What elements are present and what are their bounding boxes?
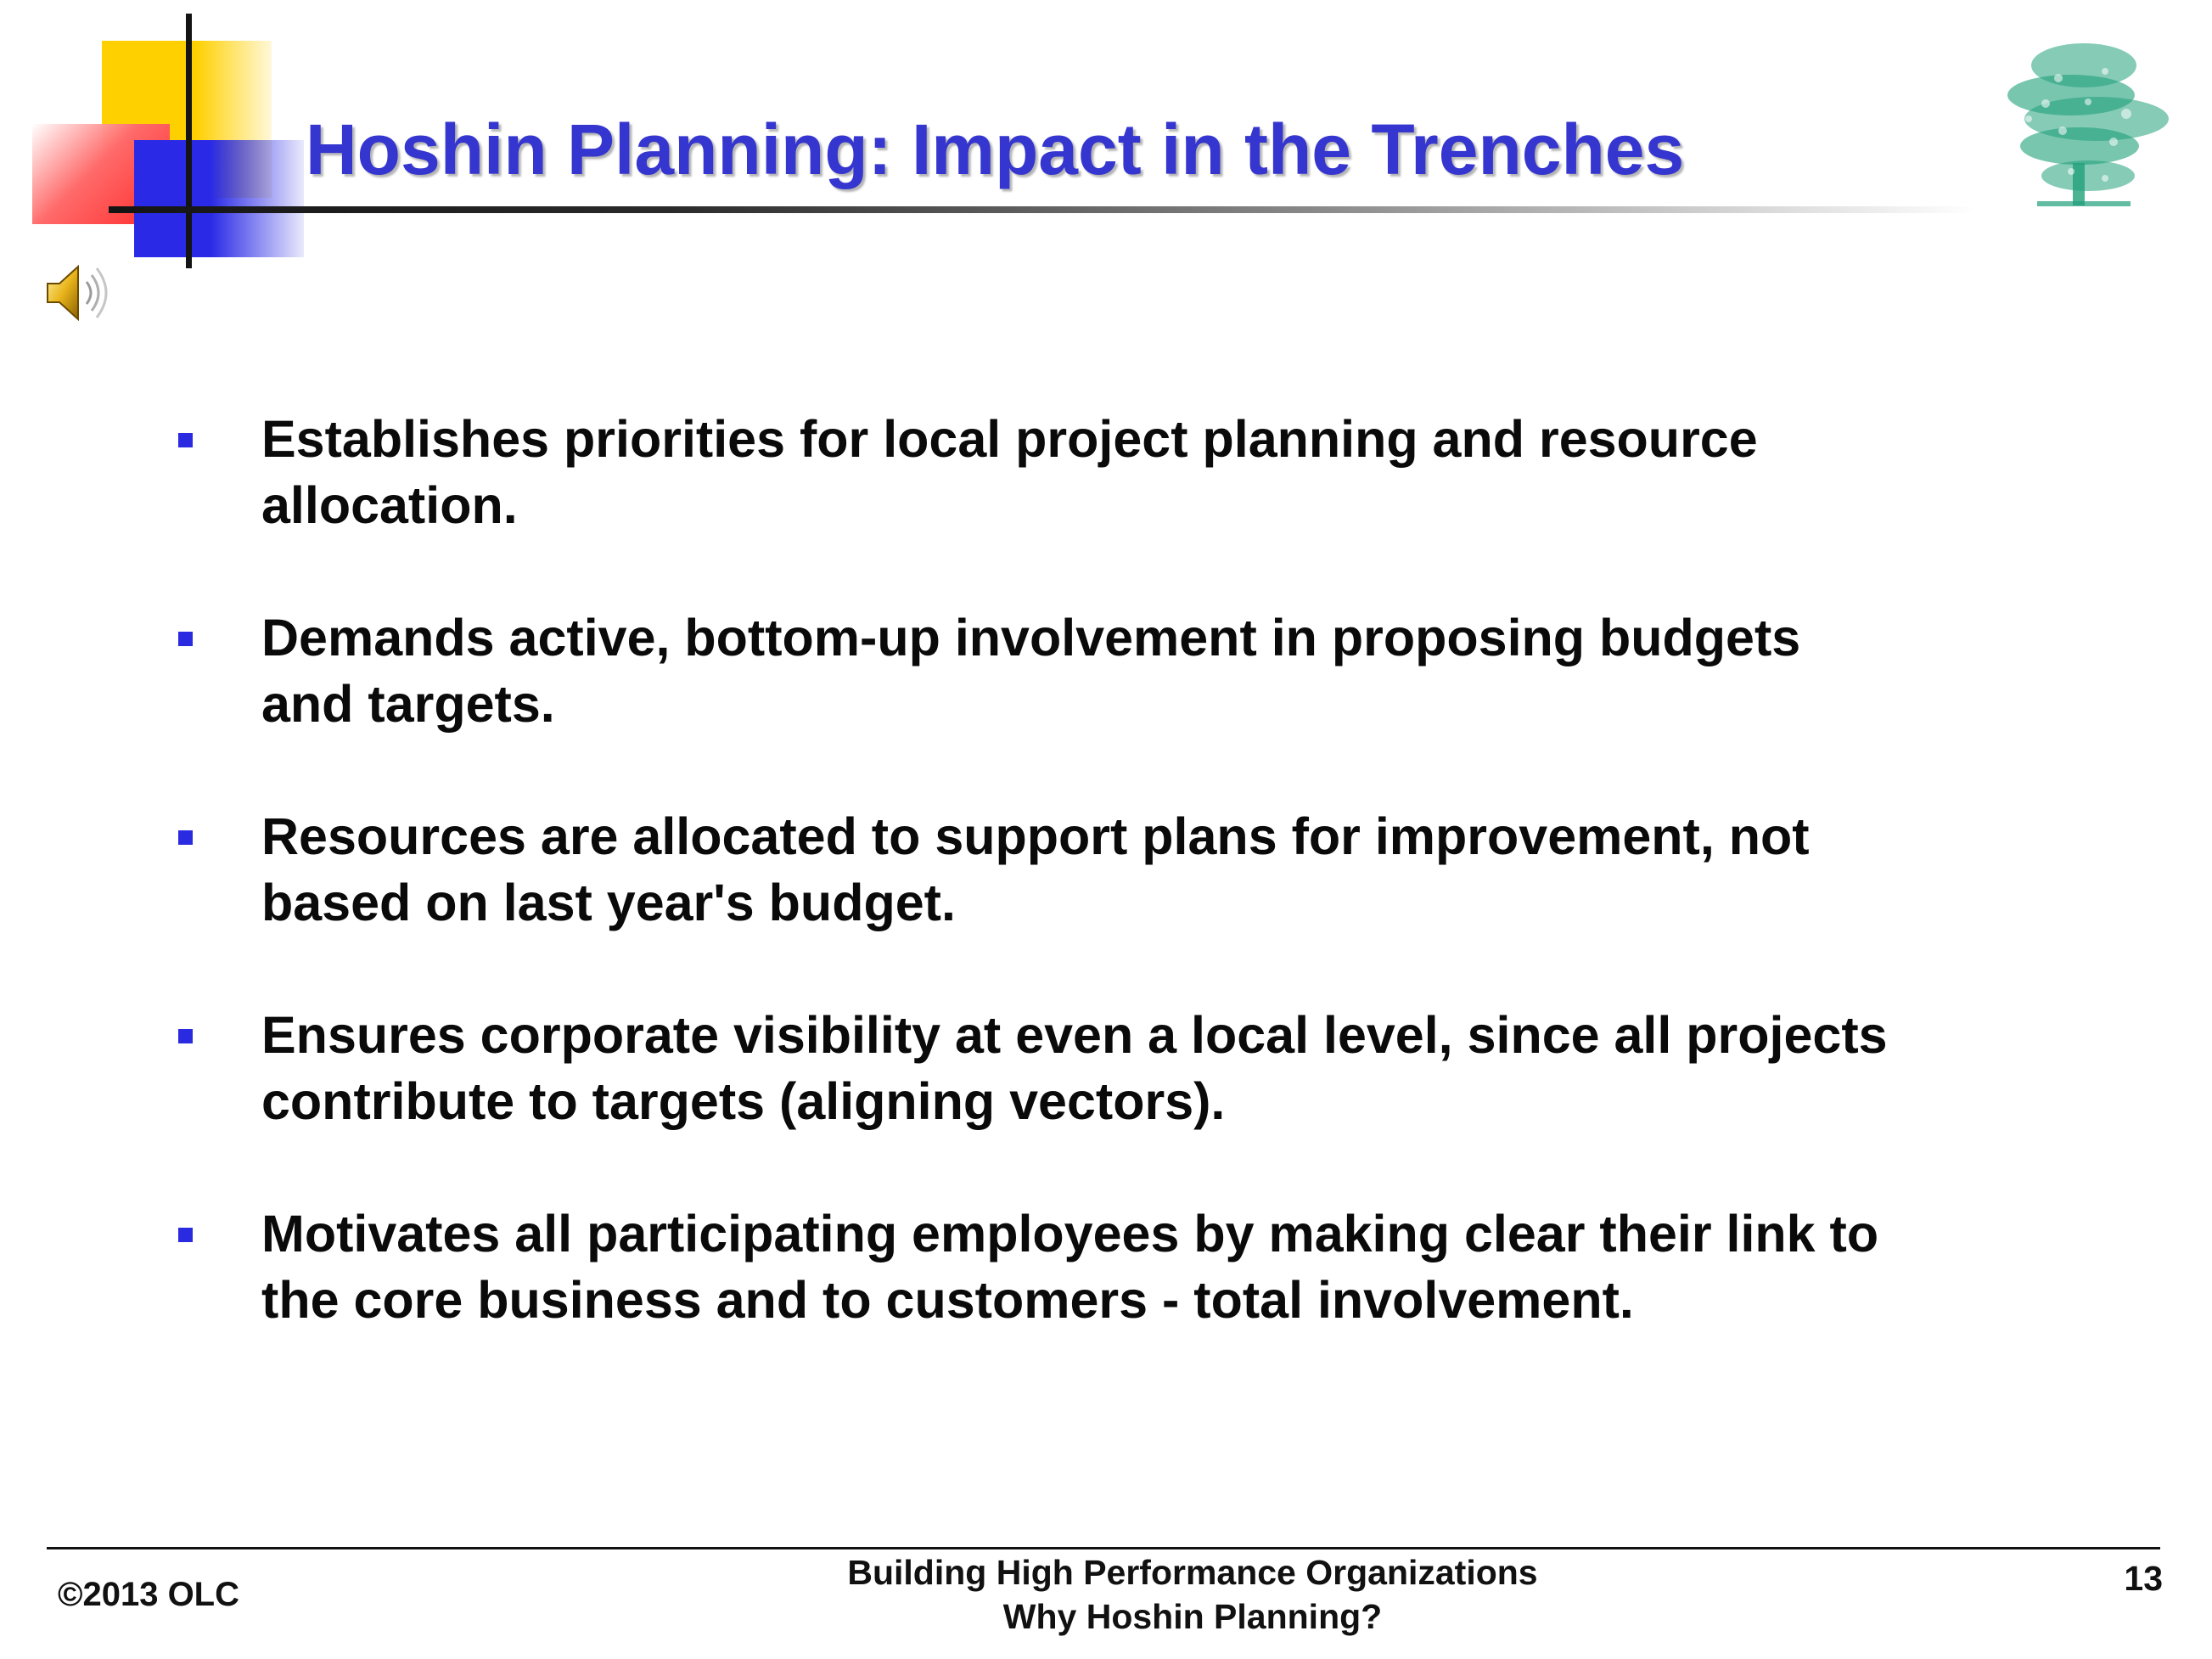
bullet-text [261, 803, 2086, 936]
footer-title [764, 1550, 1621, 1639]
tree-logo-icon [1978, 19, 2190, 222]
decor-vertical-line [186, 14, 192, 268]
bullet-square-icon [178, 632, 193, 646]
page-number: 13 [2124, 1559, 2163, 1598]
bullet-line: based on last year's budget. [261, 874, 956, 931]
bullet-text [261, 605, 2086, 737]
footer-section-title: Why Hoshin Planning? [1002, 1597, 1383, 1636]
bullet-line: allocation. [261, 476, 518, 534]
footer-divider [47, 1547, 2160, 1549]
bullet-square-icon [178, 433, 193, 447]
title-underline [109, 206, 1976, 213]
bullet-line: Ensures corporate visibility at even a local level, since all projects [261, 1006, 1888, 1064]
bullet-text [261, 406, 2086, 538]
bullet-square-icon [178, 830, 193, 845]
bullet-line: Resources are allocated to support plans for improvement, not [261, 807, 1810, 865]
footer-copyright: ©2013 OLC [58, 1576, 240, 1613]
bullet-line: the core business and to customers - total involvement. [261, 1271, 1634, 1329]
bullet-square-icon [178, 1228, 193, 1242]
bullet-line: contribute to targets (aligning vectors). [261, 1072, 1226, 1130]
decor-blue-block [134, 140, 304, 257]
bullet-line: Motivates all participating employees by making clear their link to [261, 1205, 1879, 1263]
bullet-line: Establishes priorities for local project planning and resource [261, 410, 1758, 468]
bullet-line: and targets. [261, 675, 555, 733]
bullet-text [261, 1201, 2086, 1333]
speaker-icon[interactable] [41, 255, 117, 331]
footer-course-title: Building High Performance Organizations [847, 1553, 1538, 1592]
slide-title: Hoshin Planning: Impact in the Trenches [306, 110, 1685, 189]
bullet-square-icon [178, 1029, 193, 1043]
bullet-text [261, 1002, 2086, 1134]
bullet-line: Demands active, bottom-up involvement in proposing budgets [261, 609, 1801, 666]
